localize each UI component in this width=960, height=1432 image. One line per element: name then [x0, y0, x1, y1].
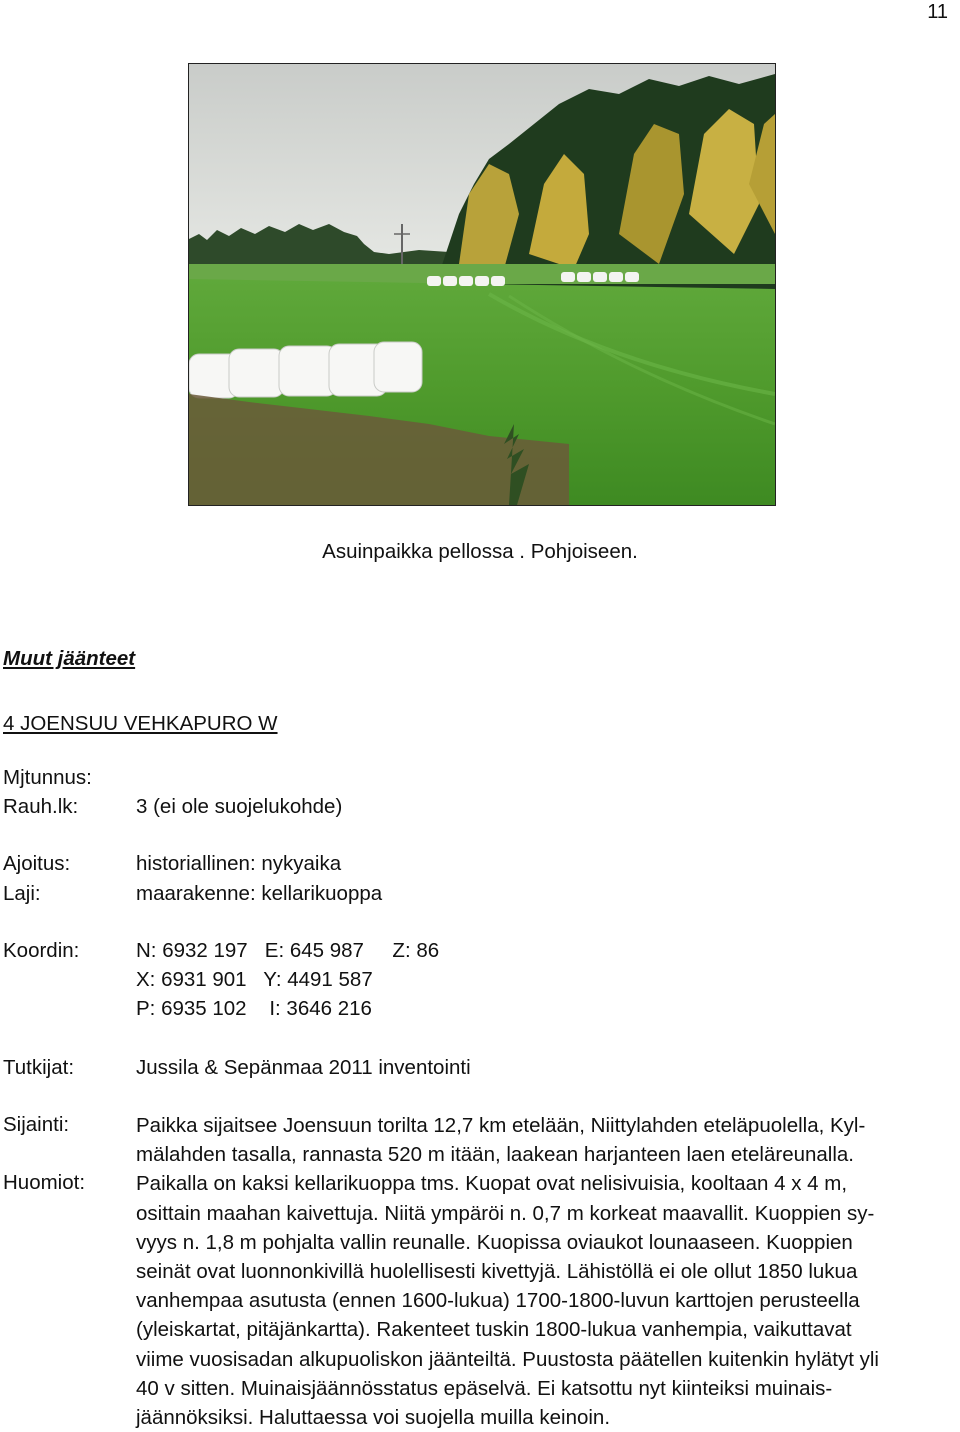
description-line: seinät ovat luonnonkivillä huolellisesti kivettyjä. Lähistöllä ei ole ollut 1850 lukua — [136, 1260, 858, 1284]
ajoitus-label: Ajoitus: — [3, 852, 71, 875]
tutkijat-label: Tutkijat: — [3, 1056, 75, 1079]
description-line: vanhempaa asutusta (ennen 1600-lukua) 1700-1800-luvun karttojen perusteella — [136, 1289, 860, 1313]
rauhlk-label: Rauh.lk: — [3, 795, 79, 818]
laji-value: maarakenne: kellarikuoppa — [136, 882, 383, 905]
description-line: Paikka sijaitsee Joensuun torilta 12,7 km etelään, Niittylahden eteläpuolella, Kyl- — [136, 1114, 866, 1137]
description-text — [136, 1111, 958, 1432]
koordin-line-1: N: 6932 197 E: 645 987 Z: 86 — [136, 939, 440, 962]
section-heading: Muut jäänteet — [3, 647, 136, 670]
site-title: 4 JOENSUU VEHKAPURO W — [3, 712, 278, 735]
mjtunnus-label: Mjtunnus: — [3, 766, 92, 789]
huomiot-label: Huomiot: — [3, 1171, 86, 1194]
description-line: viime vuosisadan alkupuoliskon jäänteiltä. Puustosta päätellen kuitenkin hylätyt yli — [136, 1347, 879, 1371]
description-line: vyys n. 1,8 m pohjalta vallin reunalle. Kuopissa oviaukot lounaaseen. Kuoppien — [136, 1230, 853, 1254]
description-line: Paikalla on kaksi kellarikuoppa tms. Kuopat ovat nelisivuisia, kooltaan 4 x 4 m, — [136, 1172, 848, 1196]
sijainti-label: Sijainti: — [3, 1113, 70, 1136]
koordin-label: Koordin: — [3, 939, 80, 962]
site-photo — [188, 63, 776, 506]
ajoitus-value: historiallinen: nykyaika — [136, 852, 342, 875]
rauhlk-value: 3 (ei ole suojelukohde) — [136, 795, 343, 818]
description-line: (yleiskartat, pitäjänkartta). Rakenteet tuskin 1800-lukua vanhempia, vaikuttavat — [136, 1318, 852, 1342]
description-line: osittain maahan kaivettuja. Niitä ympäröi n. 0,7 m korkeat maavallit. Kuoppien sy- — [136, 1201, 875, 1225]
description-line: jäännöksiksi. Haluttaessa voi suojella muilla keinoin. — [136, 1406, 611, 1430]
tutkijat-value: Jussila & Sepänmaa 2011 inventointi — [136, 1056, 471, 1079]
koordin-line-2: X: 6931 901 Y: 4491 587 — [136, 968, 373, 991]
description-line: mälahden tasalla, rannasta 520 m itään, laakean harjanteen laen eteläreunalla. — [136, 1143, 855, 1167]
koordin-line-3: P: 6935 102 I: 3646 216 — [136, 997, 372, 1020]
description-line: 40 v sitten. Muinaisjäännösstatus epäselvä. Ei katsottu nyt kiinteiksi muinais- — [136, 1376, 833, 1400]
photo-caption: Asuinpaikka pellossa . Pohjoiseen. — [322, 540, 638, 563]
page-number: 11 — [927, 1, 948, 23]
laji-label: Laji: — [3, 882, 41, 905]
